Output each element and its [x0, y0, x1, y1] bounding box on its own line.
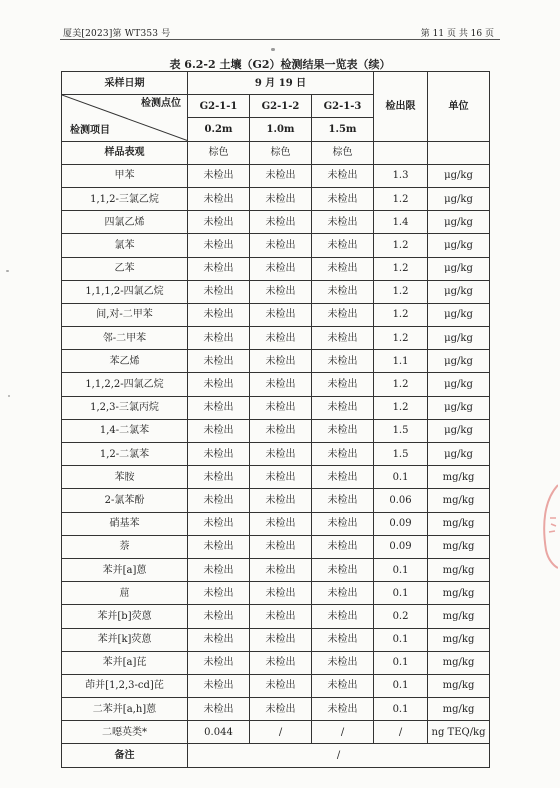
- item-name: 苯并[k]荧蒽: [62, 628, 188, 651]
- diagonal-header-cell: [62, 95, 188, 141]
- result-g2-1-2: 未检出: [250, 303, 312, 326]
- detection-limit: 0.1: [374, 466, 428, 489]
- table-row: [62, 721, 490, 744]
- result-g2-1-1: 未检出: [188, 280, 250, 303]
- item-name: 苯并[b]荧蒽: [62, 605, 188, 628]
- result-g2-1-2: 未检出: [250, 466, 312, 489]
- scan-speck: [6, 270, 9, 272]
- result-g2-1-3: 未检出: [312, 187, 374, 210]
- item-name: 1,1,1,2-四氯乙烷: [62, 280, 188, 303]
- item-name: 乙苯: [62, 257, 188, 280]
- seal-stamp-fragment: [536, 480, 558, 570]
- table-row: [62, 211, 490, 234]
- result-g2-1-2: 未检出: [250, 512, 312, 535]
- table-row: [62, 698, 490, 721]
- item-name: 氯苯: [62, 234, 188, 257]
- depth-1: 0.2m: [188, 118, 250, 141]
- appearance-1: 棕色: [188, 141, 250, 164]
- remarks-value: /: [188, 744, 490, 767]
- item-name: 1,1,2-三氯乙烷: [62, 187, 188, 210]
- result-g2-1-1: 未检出: [188, 187, 250, 210]
- result-g2-1-2: 未检出: [250, 698, 312, 721]
- depth-3: 1.5m: [312, 118, 374, 141]
- result-g2-1-3: 未检出: [312, 350, 374, 373]
- table-row: [62, 466, 490, 489]
- unit: μg/kg: [428, 164, 490, 187]
- table-row: [62, 327, 490, 350]
- item-name: 1,1,2,2-四氯乙烷: [62, 373, 188, 396]
- results-table: [61, 71, 490, 768]
- result-g2-1-1: 未检出: [188, 698, 250, 721]
- depth-2: 1.0m: [250, 118, 312, 141]
- unit: mg/kg: [428, 628, 490, 651]
- unit: μg/kg: [428, 443, 490, 466]
- result-g2-1-3: 未检出: [312, 605, 374, 628]
- item-name: 䓛: [62, 582, 188, 605]
- result-g2-1-1: 未检出: [188, 651, 250, 674]
- result-g2-1-3: 未检出: [312, 211, 374, 234]
- unit: mg/kg: [428, 651, 490, 674]
- unit: μg/kg: [428, 187, 490, 210]
- result-g2-1-2: 未检出: [250, 489, 312, 512]
- unit: mg/kg: [428, 674, 490, 697]
- item-name: 四氯乙烯: [62, 211, 188, 234]
- result-g2-1-2: 未检出: [250, 187, 312, 210]
- result-g2-1-1: 未检出: [188, 582, 250, 605]
- result-g2-1-2: 未检出: [250, 674, 312, 697]
- result-g2-1-1: 未检出: [188, 466, 250, 489]
- result-g2-1-1: 未检出: [188, 164, 250, 187]
- result-g2-1-3: 未检出: [312, 466, 374, 489]
- result-g2-1-2: 未检出: [250, 419, 312, 442]
- result-g2-1-3: 未检出: [312, 698, 374, 721]
- detection-limit: 1.1: [374, 350, 428, 373]
- result-g2-1-2: 未检出: [250, 234, 312, 257]
- result-g2-1-2: 未检出: [250, 582, 312, 605]
- result-g2-1-2: 未检出: [250, 443, 312, 466]
- result-g2-1-3: 未检出: [312, 512, 374, 535]
- result-g2-1-2: 未检出: [250, 535, 312, 558]
- appearance-3: 棕色: [312, 141, 374, 164]
- unit: μg/kg: [428, 419, 490, 442]
- result-g2-1-1: 0.044: [188, 721, 250, 744]
- item-name: 硝基苯: [62, 512, 188, 535]
- table-row: [62, 651, 490, 674]
- item-name: 苯胺: [62, 466, 188, 489]
- item-name: 2-氯苯酚: [62, 489, 188, 512]
- result-g2-1-1: 未检出: [188, 327, 250, 350]
- item-name: 1,2-二氯苯: [62, 443, 188, 466]
- header-divider: [60, 39, 500, 40]
- detection-limit: 1.5: [374, 443, 428, 466]
- result-g2-1-2: 未检出: [250, 651, 312, 674]
- unit: μg/kg: [428, 234, 490, 257]
- table-row: [62, 373, 490, 396]
- table-row: [62, 419, 490, 442]
- table-row: [62, 443, 490, 466]
- appearance-row: [62, 141, 490, 164]
- unit: μg/kg: [428, 211, 490, 234]
- table-row: [62, 396, 490, 419]
- detection-limit: 0.06: [374, 489, 428, 512]
- item-name: 1,4-二氯苯: [62, 419, 188, 442]
- result-g2-1-3: 未检出: [312, 443, 374, 466]
- result-g2-1-2: /: [250, 721, 312, 744]
- appearance-2: 棕色: [250, 141, 312, 164]
- unit: ng TEQ/kg: [428, 721, 490, 744]
- table-row: [62, 280, 490, 303]
- appearance-label: 样品表观: [62, 141, 188, 164]
- unit: mg/kg: [428, 582, 490, 605]
- result-g2-1-3: 未检出: [312, 303, 374, 326]
- result-g2-1-2: 未检出: [250, 558, 312, 581]
- result-g2-1-1: 未检出: [188, 443, 250, 466]
- result-g2-1-1: 未检出: [188, 628, 250, 651]
- item-name: 苯并[a]蒽: [62, 558, 188, 581]
- item-name: 茚并[1,2,3-cd]芘: [62, 674, 188, 697]
- item-name: 甲苯: [62, 164, 188, 187]
- result-g2-1-3: 未检出: [312, 489, 374, 512]
- result-g2-1-1: 未检出: [188, 211, 250, 234]
- scan-speck: [8, 395, 10, 397]
- detection-limit: 1.2: [374, 280, 428, 303]
- unit: mg/kg: [428, 466, 490, 489]
- appearance-limit: [374, 141, 428, 164]
- unit: mg/kg: [428, 605, 490, 628]
- result-g2-1-3: 未检出: [312, 373, 374, 396]
- unit: μg/kg: [428, 396, 490, 419]
- detection-limit: 1.3: [374, 164, 428, 187]
- result-g2-1-3: 未检出: [312, 558, 374, 581]
- result-g2-1-2: 未检出: [250, 327, 312, 350]
- page-number: 第 11 页 共 16 页: [420, 29, 494, 39]
- point-g2-1-1: G2-1-1: [188, 95, 250, 118]
- unit: mg/kg: [428, 489, 490, 512]
- appearance-unit: [428, 141, 490, 164]
- table-row: [62, 674, 490, 697]
- report-number: 厦美[2023]第 WT353 号: [63, 29, 171, 39]
- table-row: [62, 582, 490, 605]
- result-g2-1-3: 未检出: [312, 234, 374, 257]
- item-name: 苯乙烯: [62, 350, 188, 373]
- item-name: 邻-二甲苯: [62, 327, 188, 350]
- unit: mg/kg: [428, 558, 490, 581]
- result-g2-1-3: 未检出: [312, 257, 374, 280]
- point-label: 检测点位: [141, 98, 181, 110]
- result-g2-1-2: 未检出: [250, 350, 312, 373]
- table-row: [62, 558, 490, 581]
- result-g2-1-1: 未检出: [188, 350, 250, 373]
- detection-limit: 1.2: [374, 396, 428, 419]
- unit: μg/kg: [428, 350, 490, 373]
- result-g2-1-2: 未检出: [250, 257, 312, 280]
- result-g2-1-1: 未检出: [188, 535, 250, 558]
- item-name: 1,2,3-三氯丙烷: [62, 396, 188, 419]
- result-g2-1-2: 未检出: [250, 396, 312, 419]
- unit-header: 单位: [428, 72, 490, 142]
- result-g2-1-1: 未检出: [188, 257, 250, 280]
- remarks-label: 备注: [62, 744, 188, 767]
- result-g2-1-1: 未检出: [188, 674, 250, 697]
- result-g2-1-1: 未检出: [188, 396, 250, 419]
- detection-limit: 1.2: [374, 187, 428, 210]
- item-label: 检测项目: [70, 124, 110, 136]
- item-name: 二苯并[a,h]蒽: [62, 698, 188, 721]
- table-row: [62, 187, 490, 210]
- detection-limit: 1.2: [374, 327, 428, 350]
- result-g2-1-3: 未检出: [312, 419, 374, 442]
- detection-limit: 0.09: [374, 512, 428, 535]
- table-row: [62, 489, 490, 512]
- scan-speck: [271, 48, 275, 51]
- table-row: [62, 350, 490, 373]
- result-g2-1-1: 未检出: [188, 373, 250, 396]
- result-g2-1-2: 未检出: [250, 280, 312, 303]
- detection-limit: 1.4: [374, 211, 428, 234]
- unit: μg/kg: [428, 327, 490, 350]
- detection-limit: 0.1: [374, 698, 428, 721]
- point-g2-1-3: G2-1-3: [312, 95, 374, 118]
- result-g2-1-1: 未检出: [188, 512, 250, 535]
- detection-limit: 0.1: [374, 651, 428, 674]
- result-g2-1-3: 未检出: [312, 674, 374, 697]
- detection-limit: 1.2: [374, 257, 428, 280]
- result-g2-1-3: 未检出: [312, 651, 374, 674]
- detection-limit: /: [374, 721, 428, 744]
- result-g2-1-1: 未检出: [188, 489, 250, 512]
- result-g2-1-3: 未检出: [312, 280, 374, 303]
- result-g2-1-2: 未检出: [250, 628, 312, 651]
- result-g2-1-2: 未检出: [250, 373, 312, 396]
- result-g2-1-3: 未检出: [312, 396, 374, 419]
- remarks-row: [62, 744, 490, 767]
- detection-limit: 0.1: [374, 628, 428, 651]
- sampling-date-label: 采样日期: [62, 72, 188, 95]
- item-name: 间,对-二甲苯: [62, 303, 188, 326]
- unit: mg/kg: [428, 535, 490, 558]
- unit: μg/kg: [428, 303, 490, 326]
- result-g2-1-3: /: [312, 721, 374, 744]
- result-g2-1-3: 未检出: [312, 164, 374, 187]
- result-g2-1-2: 未检出: [250, 211, 312, 234]
- detection-limit: 1.2: [374, 373, 428, 396]
- item-name: 萘: [62, 535, 188, 558]
- detection-limit: 0.1: [374, 582, 428, 605]
- result-g2-1-1: 未检出: [188, 234, 250, 257]
- table-row: [62, 164, 490, 187]
- unit: μg/kg: [428, 257, 490, 280]
- item-name: 苯并[a]芘: [62, 651, 188, 674]
- detection-limit: 0.2: [374, 605, 428, 628]
- result-g2-1-2: 未检出: [250, 605, 312, 628]
- result-g2-1-2: 未检出: [250, 164, 312, 187]
- table-row: [62, 535, 490, 558]
- detection-limit: 1.2: [374, 303, 428, 326]
- result-g2-1-1: 未检出: [188, 303, 250, 326]
- table-row: [62, 303, 490, 326]
- unit: mg/kg: [428, 698, 490, 721]
- sampling-date: 9 月 19 日: [188, 72, 374, 95]
- point-g2-1-2: G2-1-2: [250, 95, 312, 118]
- table-row: [62, 605, 490, 628]
- result-g2-1-1: 未检出: [188, 419, 250, 442]
- result-g2-1-3: 未检出: [312, 628, 374, 651]
- table-row: [62, 512, 490, 535]
- result-g2-1-1: 未检出: [188, 605, 250, 628]
- detection-limit: 0.1: [374, 558, 428, 581]
- unit: μg/kg: [428, 280, 490, 303]
- result-g2-1-3: 未检出: [312, 327, 374, 350]
- limit-header: 检出限: [374, 72, 428, 142]
- detection-limit: 1.2: [374, 234, 428, 257]
- detection-limit: 0.1: [374, 674, 428, 697]
- table-row: [62, 628, 490, 651]
- result-g2-1-3: 未检出: [312, 535, 374, 558]
- result-g2-1-3: 未检出: [312, 582, 374, 605]
- sampling-date-row: [62, 72, 490, 95]
- table-title: 表 6.2-2 土壤（G2）检测结果一览表（续）: [169, 58, 391, 71]
- unit: mg/kg: [428, 512, 490, 535]
- table-row: [62, 257, 490, 280]
- item-name: 二噁英类*: [62, 721, 188, 744]
- detection-limit: 1.5: [374, 419, 428, 442]
- unit: μg/kg: [428, 373, 490, 396]
- result-g2-1-1: 未检出: [188, 558, 250, 581]
- detection-limit: 0.09: [374, 535, 428, 558]
- table-row: [62, 234, 490, 257]
